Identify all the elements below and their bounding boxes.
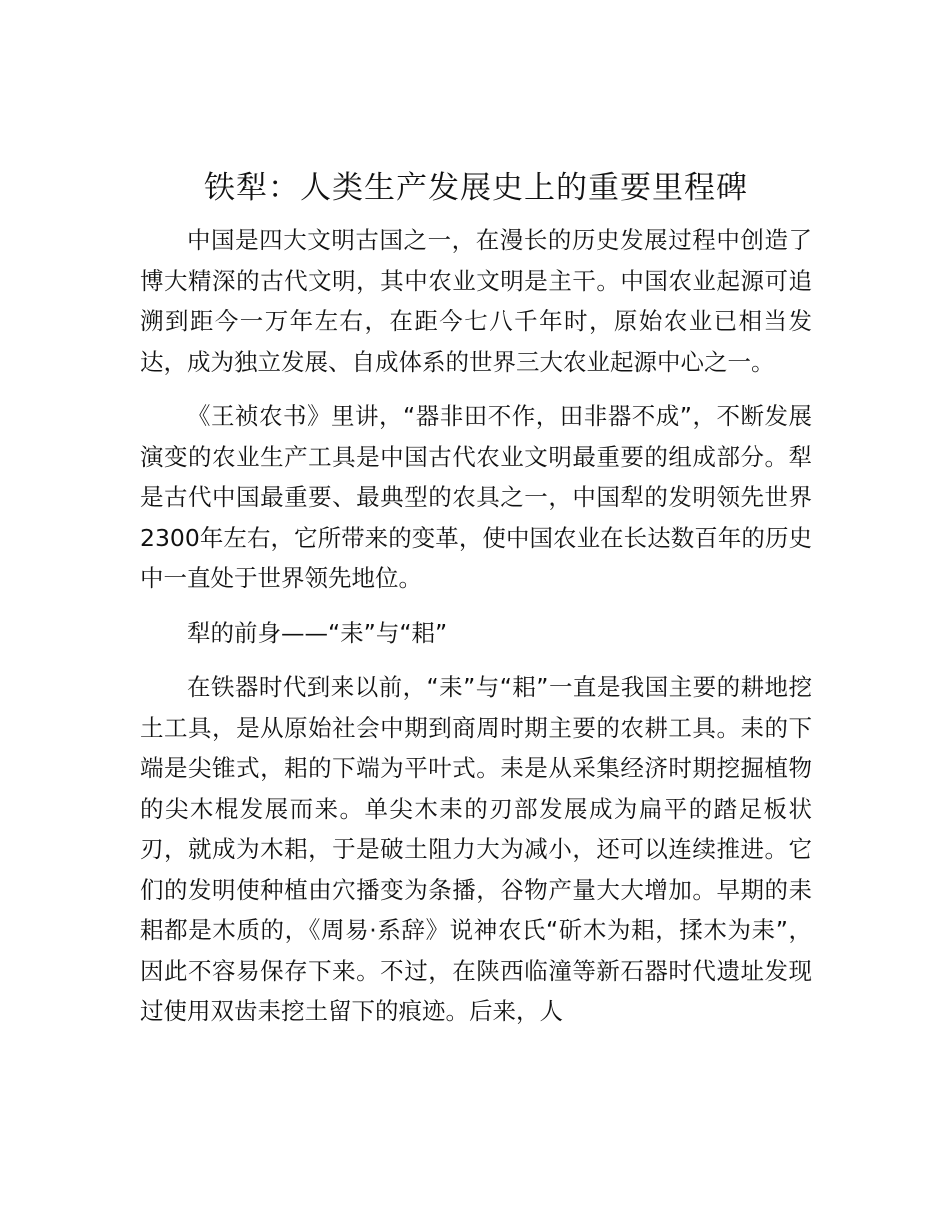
paragraph-intro: 中国是四大文明古国之一，在漫长的历史发展过程中创造了博大精深的古代文明，其中农业文明是主干。中国农业起源可追溯到距今一万年左右，在距今七八千年时，原始农业已相当发达，成为独立发展、自成体系的世界三大农业起源中心之一。 (140, 226, 812, 376)
paragraph-lei-si: 在铁器时代到来以前，“耒”与“耜”一直是我国主要的耕地挖土工具，是从原始社会中期到商周时期主要的农耕工具。耒的下端是尖锥式，耜的下端为平叶式。耒是从采集经济时期挖掘植物的尖木棍发展而来。单尖木耒的刃部发展成为扁平的踏足板状刃，就成为木耜，于是破土阻力大为减小，还可以连续推进。它们的发明使种植由穴播变为条播，谷物产量大大增加。早期的耒耜都是木质的，《周易·系辞》说神农氏“斫木为耜，揉木为耒”，因此不容易保存下来。不过，在陕西临潼等新石器时代遗址发现过使用双齿耒挖土留下的痕迹。后来，人 (140, 673, 812, 1025)
section-heading-lei-si: 犁的前身——“耒”与“耜” (187, 618, 448, 647)
document-title: 铁犁：人类生产发展史上的重要里程碑 (204, 170, 748, 206)
document-page (140, 168, 812, 1032)
paragraph-wang-zhen-nongshu: 《王祯农书》里讲，“器非田不作，田非器不成”，不断发展演变的农业生产工具是中国古代农业文明最重要的组成部分。犁是古代中国最重要、最典型的农具之一，中国犁的发明领先世界2300年左右，它所带来的变革，使中国农业在长达数百年的历史中一直处于世界领先地位。 (140, 402, 812, 592)
